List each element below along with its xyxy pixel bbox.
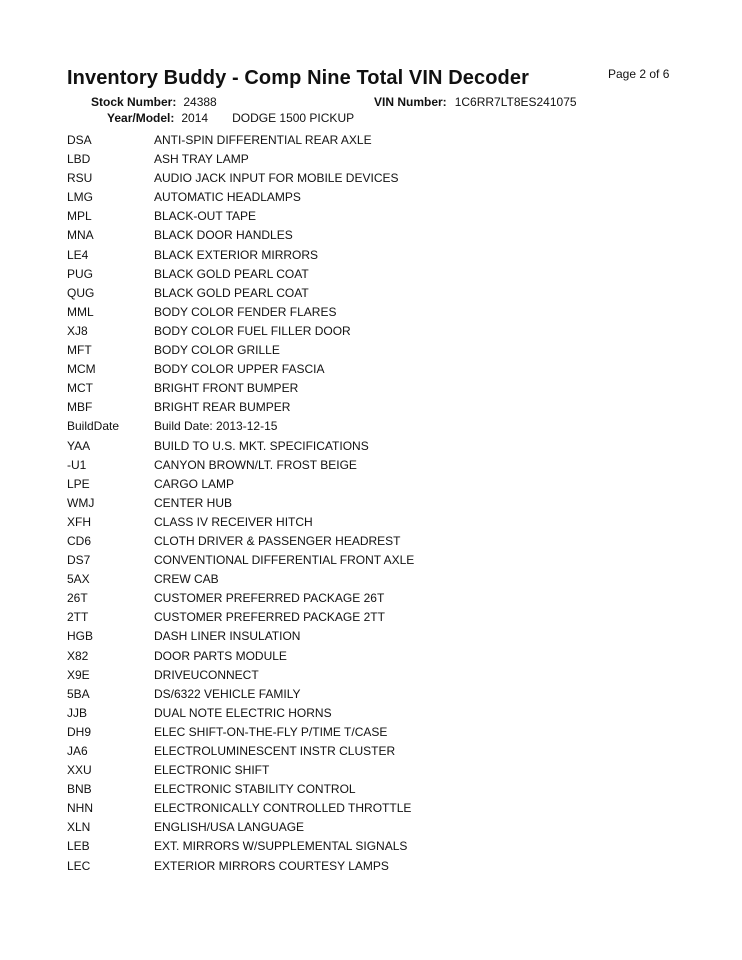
- year-model: [107, 111, 354, 125]
- code-row: [67, 532, 414, 551]
- option-description: ANTI-SPIN DIFFERENTIAL REAR AXLE: [154, 133, 372, 147]
- option-description: ELEC SHIFT-ON-THE-FLY P/TIME T/CASE: [154, 724, 388, 739]
- option-code: MBF: [67, 400, 93, 415]
- option-description: CARGO LAMP: [154, 476, 235, 491]
- option-code: LPE: [67, 476, 90, 491]
- code-row: [67, 417, 414, 436]
- code-row: [67, 456, 414, 475]
- option-description: DOOR PARTS MODULE: [154, 648, 287, 663]
- option-code: 5AX: [67, 572, 90, 587]
- code-row: [67, 780, 414, 799]
- option-description: DUAL NOTE ELECTRIC HORNS: [154, 705, 332, 720]
- page-title: Inventory Buddy - Comp Nine Total VIN Decoder: [67, 67, 529, 89]
- vin-number: [374, 95, 577, 109]
- option-code: XLN: [67, 820, 91, 835]
- option-description: DS/6322 VEHICLE FAMILY: [154, 686, 301, 701]
- code-row: [67, 513, 414, 532]
- option-code: MCT: [67, 381, 93, 396]
- code-row: [67, 188, 414, 207]
- option-code: DH9: [67, 724, 92, 739]
- option-description: CENTER HUB: [154, 495, 233, 510]
- option-code: MNA: [67, 228, 94, 243]
- option-code: JA6: [67, 744, 88, 758]
- option-code: XFH: [67, 514, 91, 529]
- option-description: AUTOMATIC HEADLAMPS: [154, 190, 301, 205]
- code-row: [67, 742, 414, 761]
- option-description: DASH LINER INSULATION: [154, 629, 301, 644]
- option-code: WMJ: [67, 495, 95, 510]
- option-code: LEC: [67, 858, 91, 873]
- option-description: EXTERIOR MIRRORS COURTESY LAMPS: [154, 858, 389, 873]
- option-code: X82: [67, 648, 89, 663]
- option-code: LEB: [67, 839, 90, 854]
- option-code: CD6: [67, 533, 92, 548]
- option-description: BODY COLOR FENDER FLARES: [154, 304, 337, 319]
- code-row: [67, 570, 414, 589]
- code-row: [67, 837, 414, 856]
- option-code: RSU: [67, 171, 93, 186]
- code-row: [67, 360, 414, 379]
- option-code: JJB: [67, 705, 88, 720]
- option-code: LMG: [67, 190, 94, 205]
- code-row: [67, 398, 414, 417]
- year-model-label: Year/Model:: [107, 111, 175, 125]
- year-value: 2014: [181, 111, 209, 125]
- model-value: DODGE 1500 PICKUP: [232, 111, 355, 125]
- option-description: ENGLISH/USA LANGUAGE: [154, 820, 305, 835]
- option-code: LBD: [67, 152, 91, 167]
- option-code: DSA: [67, 133, 92, 147]
- code-row: [67, 265, 414, 284]
- code-row: [67, 131, 414, 150]
- option-description: CLOTH DRIVER & PASSENGER HEADREST: [154, 533, 401, 548]
- option-description: CONVENTIONAL DIFFERENTIAL FRONT AXLE: [154, 553, 415, 568]
- option-code: XJ8: [67, 323, 88, 338]
- code-row: [67, 704, 414, 723]
- code-row: [67, 761, 414, 780]
- code-row: [67, 589, 414, 608]
- stock-number: [91, 95, 217, 109]
- option-description: BODY COLOR UPPER FASCIA: [154, 362, 325, 377]
- option-description: CLASS IV RECEIVER HITCH: [154, 514, 313, 529]
- option-code: MFT: [67, 343, 92, 358]
- option-code: 5BA: [67, 686, 90, 701]
- code-row: [67, 169, 414, 188]
- code-row: [67, 666, 414, 685]
- page-number: Page 2 of 6: [608, 67, 670, 81]
- option-description: BRIGHT REAR BUMPER: [154, 400, 291, 415]
- code-row: [67, 627, 414, 646]
- option-code-list: [67, 131, 414, 876]
- option-description: CUSTOMER PREFERRED PACKAGE 2TT: [154, 610, 385, 625]
- option-description: BRIGHT FRONT BUMPER: [154, 381, 299, 396]
- code-row: [67, 207, 414, 226]
- code-row: [67, 246, 414, 265]
- vin-number-value: 1C6RR7LT8ES241075: [454, 95, 577, 109]
- option-description: BODY COLOR GRILLE: [154, 343, 280, 358]
- code-row: [67, 322, 414, 341]
- code-row: [67, 379, 414, 398]
- option-description: CANYON BROWN/LT. FROST BEIGE: [154, 457, 357, 472]
- option-description: CUSTOMER PREFERRED PACKAGE 26T: [154, 591, 385, 606]
- option-description: BLACK DOOR HANDLES: [154, 228, 293, 243]
- code-row: [67, 341, 414, 360]
- option-code: -U1: [67, 457, 87, 472]
- option-description: ASH TRAY LAMP: [154, 152, 249, 167]
- option-description: ELECTROLUMINESCENT INSTR CLUSTER: [154, 744, 396, 758]
- code-row: [67, 303, 414, 322]
- code-row: [67, 685, 414, 704]
- code-row: [67, 818, 414, 837]
- option-description: ELECTRONICALLY CONTROLLED THROTTLE: [154, 801, 412, 816]
- option-code: HGB: [67, 629, 94, 644]
- option-code: X9E: [67, 667, 90, 682]
- option-code: NHN: [67, 801, 93, 816]
- code-row: [67, 150, 414, 169]
- option-code: XXU: [67, 763, 92, 778]
- option-description: AUDIO JACK INPUT FOR MOBILE DEVICES: [154, 171, 399, 186]
- code-row: [67, 437, 414, 456]
- option-code: BNB: [67, 782, 92, 797]
- code-row: [67, 857, 414, 876]
- option-description: BODY COLOR FUEL FILLER DOOR: [154, 323, 351, 338]
- code-row: [67, 799, 414, 818]
- option-description: EXT. MIRRORS W/SUPPLEMENTAL SIGNALS: [154, 839, 408, 854]
- stock-number-label: Stock Number:: [91, 95, 177, 109]
- option-code: BuildDate: [67, 419, 120, 434]
- option-description: BLACK GOLD PEARL COAT: [154, 285, 309, 300]
- code-row: [67, 551, 414, 570]
- option-description: CREW CAB: [154, 572, 219, 587]
- code-row: [67, 723, 414, 742]
- option-code: LE4: [67, 247, 89, 262]
- vin-number-label: VIN Number:: [374, 95, 447, 109]
- option-code: QUG: [67, 285, 95, 300]
- option-code: PUG: [67, 266, 94, 281]
- option-code: YAA: [67, 438, 91, 453]
- option-code: DS7: [67, 553, 91, 568]
- option-code: MCM: [67, 362, 96, 377]
- option-description: ELECTRONIC STABILITY CONTROL: [154, 782, 356, 797]
- option-code: MML: [67, 304, 94, 319]
- option-code: MPL: [67, 209, 92, 224]
- option-description: DRIVEUCONNECT: [154, 667, 259, 682]
- option-description: BLACK GOLD PEARL COAT: [154, 266, 309, 281]
- stock-number-value: 24388: [183, 95, 217, 109]
- option-description: BLACK-OUT TAPE: [154, 209, 257, 224]
- option-description: BLACK EXTERIOR MIRRORS: [154, 247, 319, 262]
- code-row: [67, 475, 414, 494]
- option-code: 26T: [67, 591, 88, 606]
- code-row: [67, 284, 414, 303]
- option-description: ELECTRONIC SHIFT: [154, 763, 270, 778]
- code-row: [67, 608, 414, 627]
- option-code: 2TT: [67, 610, 89, 625]
- option-description: Build Date: 2013-12-15: [154, 419, 278, 434]
- option-description: BUILD TO U.S. MKT. SPECIFICATIONS: [154, 438, 369, 453]
- code-row: [67, 494, 414, 513]
- code-row: [67, 226, 414, 245]
- code-row: [67, 647, 414, 666]
